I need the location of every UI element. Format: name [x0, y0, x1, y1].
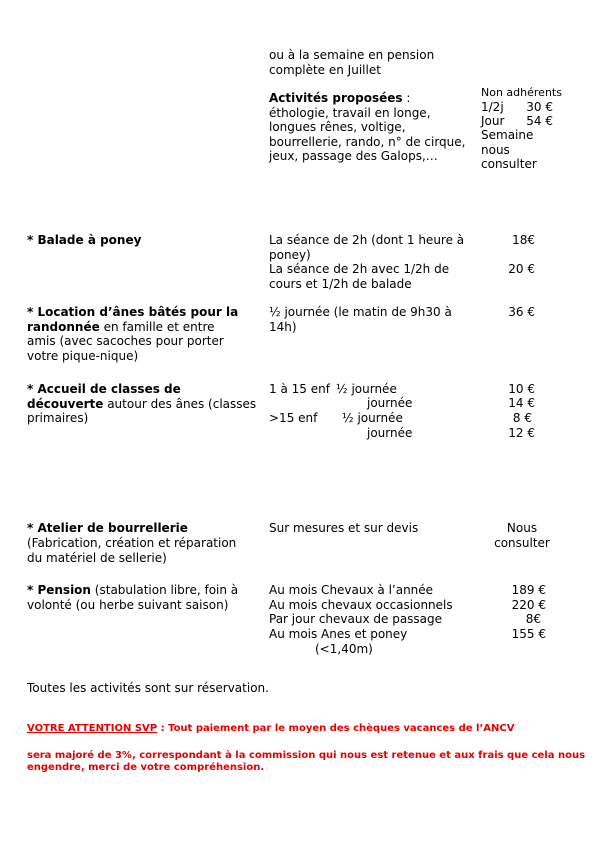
pension-line2: Au mois chevaux occasionnels: [269, 598, 453, 612]
pension-line1: Au mois Chevaux à l’année: [269, 583, 434, 597]
location-desc: ½ journée (le matin de 9h30 à 14h): [269, 305, 452, 334]
atelier-title: * Atelier de bourrellerie: [27, 521, 188, 535]
classes-g1-day-label: journée: [367, 396, 413, 410]
balade-price1: 18€: [512, 233, 535, 247]
location-price: 36 €: [508, 305, 535, 319]
activities-block: [269, 91, 474, 164]
balade-price2: 20 €: [508, 262, 535, 276]
activities-list: éthologie, travail en longe, longues rênes, voltige, bourrellerie, rando, n° de cirque, jeux, passage des Galops,…: [269, 105, 466, 164]
pension-line3: Par jour chevaux de passage: [269, 612, 443, 626]
pension-price3: 8€: [525, 612, 541, 626]
classes-g2-day-price: 12 €: [508, 426, 535, 440]
classes-group2: >15 enf: [269, 411, 318, 425]
classes-g2-day-label: journée: [367, 426, 413, 440]
classes-g1-half-price: 10 €: [508, 382, 535, 396]
classes-title: * Accueil de classes de découverte: [27, 382, 181, 411]
classes-rest: autour des ânes (classes primaires): [27, 396, 257, 426]
pension-price1: 189 €: [511, 583, 546, 597]
balade-line2: La séance de 2h avec 1/2h de cours et 1/2h de balade: [269, 262, 450, 291]
classes-g1-day-price: 14 €: [508, 396, 535, 410]
day-price: 54 €: [526, 114, 553, 128]
pension-title: * Pension: [27, 583, 91, 597]
classes-group1: 1 à 15 enf: [269, 382, 330, 396]
half-day-price: 30 €: [526, 100, 553, 114]
pension-rest: (stabulation libre, foin à volonté (ou herbe suivant saison): [27, 583, 239, 612]
classes-g1-half-label: ½ journée: [336, 382, 397, 396]
pension-line4: Au mois Anes et poney: [269, 627, 408, 641]
atelier-rest: (Fabrication, création et réparation du matériel de sellerie): [27, 536, 237, 565]
nonmembers-header: Non adhérents: [481, 86, 562, 99]
surcharge-text: sera majoré de 3%, correspondant à la commission qui nous est retenue et aux frais que cela nous engendre, merci de votre compréhension.: [27, 750, 586, 773]
location-block: [27, 305, 245, 363]
attention-text: : Tout paiement par le moyen des chèques vacances de l’ANCV: [157, 723, 515, 734]
day-label: Jour: [481, 114, 505, 128]
activities-sep: :: [402, 91, 411, 105]
balade-line1: La séance de 2h (dont 1 heure à poney): [269, 233, 465, 262]
classes-g2-half-price: 8 €: [512, 411, 532, 425]
pension-price2: 220 €: [511, 598, 546, 612]
pension-price4: 155 €: [511, 627, 546, 641]
pension-line4b: (<1,40m): [315, 642, 373, 656]
reservation-note: Toutes les activités sont sur réservation.: [27, 681, 269, 695]
pension-block: [27, 583, 252, 612]
atelier-price: Nous consulter: [494, 521, 550, 550]
classes-g2-half-label: ½ journée: [342, 411, 403, 425]
location-rest: en famille et entre amis (avec sacoches pour porter votre pique-nique): [27, 319, 224, 363]
atelier-desc: Sur mesures et sur devis: [269, 521, 419, 535]
attention-line: [27, 723, 577, 735]
week-text: Semaine nous consulter: [481, 128, 537, 172]
classes-block: [27, 382, 257, 426]
location-title: * Location d’ânes bâtés pour la randonnée: [27, 305, 239, 334]
balade-title: * Balade à poney: [27, 233, 142, 247]
half-day-label: 1/2j: [481, 100, 504, 114]
intro-text: ou à la semaine en pension complète en Juillet: [269, 48, 435, 77]
attention-label: VOTRE ATTENTION SVP: [27, 723, 158, 734]
activities-title: Activités proposées: [269, 91, 403, 105]
